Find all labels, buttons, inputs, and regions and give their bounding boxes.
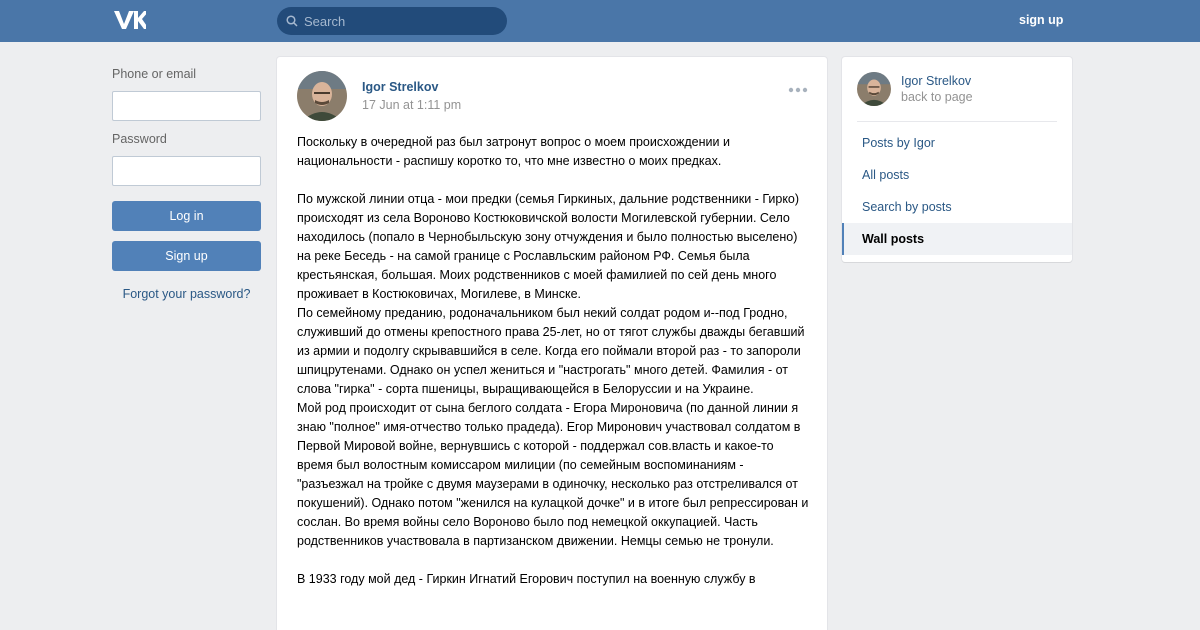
post-paragraph: По семейному преданию, родоначальником был некий солдат родом и--под Гродно, служивший до отмены крепостного права 25-лет, но от тягот службы дважды бегавший из армии и подолгу скрывавшийся в селе. Когда его поймали второй раз - то запороли шпицрутенами. Однако он успел жениться и "настрогать" много детей. Фамилия - от слова "гирка" - сорта пшеницы, выращивающейся в Белоруссии и на Украине.: [297, 306, 805, 396]
divider: [857, 121, 1057, 122]
login-button[interactable]: Log in: [112, 201, 261, 231]
search-box[interactable]: [277, 7, 507, 35]
author-avatar[interactable]: [297, 71, 347, 121]
post-date[interactable]: 17 Jun at 1:11 pm: [362, 98, 462, 112]
top-header: [0, 0, 1200, 42]
vk-logo-icon[interactable]: [112, 9, 146, 31]
post-blank-line: [297, 551, 809, 570]
search-icon: [286, 15, 298, 27]
wall-sidebar: [842, 57, 1072, 262]
more-dots-icon[interactable]: [787, 85, 809, 95]
header-signup-link[interactable]: sign up: [1019, 13, 1064, 27]
phone-email-field[interactable]: [112, 91, 261, 121]
back-to-page-link[interactable]: back to page: [901, 90, 973, 104]
phone-email-label: Phone or email: [112, 67, 197, 81]
sidebar-item-wall-posts[interactable]: Wall posts: [842, 223, 1072, 255]
post-blank-line: [297, 171, 809, 190]
post-paragraph: Мой род происходит от сына беглого солдата - Егора Мироновича (по данной линии я знаю "полное" имя-отчество только прадеда). Егор Миронович участвовал солдатом в Первой Мировой войне, вернувшись с которой - поддержал сов.власть и какое-то время был волостным комиссаром милиции (по семейным воспоминаниям - "разъезжал на тройке с двумя маузерами в одиночку, несколько раз отстреливался от покушений). Однако потом "женился на кулацкой дочке" и в итоге был репрессирован и сослан. Во время войны село Вороново было под немецкой оккупацией. Часть родственников участвовала в партизанском движении. Немцы семью не тронули.: [297, 401, 809, 548]
sidebar-menu: [842, 127, 1072, 255]
forgot-password-link[interactable]: Forgot your password?: [122, 287, 251, 301]
post-paragraph: В 1933 году мой дед - Гиркин Игнатий Егорович поступил на военную службу в: [297, 572, 756, 586]
post-author[interactable]: Igor Strelkov: [362, 80, 439, 94]
sidebar-item-search-by-posts[interactable]: Search by posts: [862, 200, 952, 214]
password-field[interactable]: [112, 156, 261, 186]
sidebar-item-all-posts[interactable]: All posts: [862, 168, 910, 182]
password-label: Password: [112, 132, 167, 146]
wall-post: [277, 57, 827, 630]
post-paragraph: Поскольку в очередной раз был затронут вопрос о моем происхождении и национальности - распишу коротко то, что мне известно о моих предках.: [297, 135, 730, 168]
post-paragraph: По мужской линии отца - мои предки (семья Гиркиных, дальние родственники - Гирко) происходят из села Вороново Костюковичской волости Могилевской губернии. Село находилось (попало в Чернобыльскую зону отчуждения и было полностью выселено) на реке Беседь - на самой границе с Рославльским районом РФ. Семья была крестьянская, большая. Моих родственников с моей фамилией по сей день много проживает в Костюковичах, Могилеве, в Минске.: [297, 192, 800, 301]
sidebar-item-posts-by-igor[interactable]: Posts by Igor: [862, 136, 935, 150]
post-text: [297, 133, 809, 589]
search-input[interactable]: [304, 7, 499, 35]
login-panel: [112, 67, 261, 301]
sidebar-name[interactable]: Igor Strelkov: [901, 74, 972, 88]
sidebar-avatar[interactable]: [857, 72, 891, 106]
signup-button[interactable]: Sign up: [112, 241, 261, 271]
